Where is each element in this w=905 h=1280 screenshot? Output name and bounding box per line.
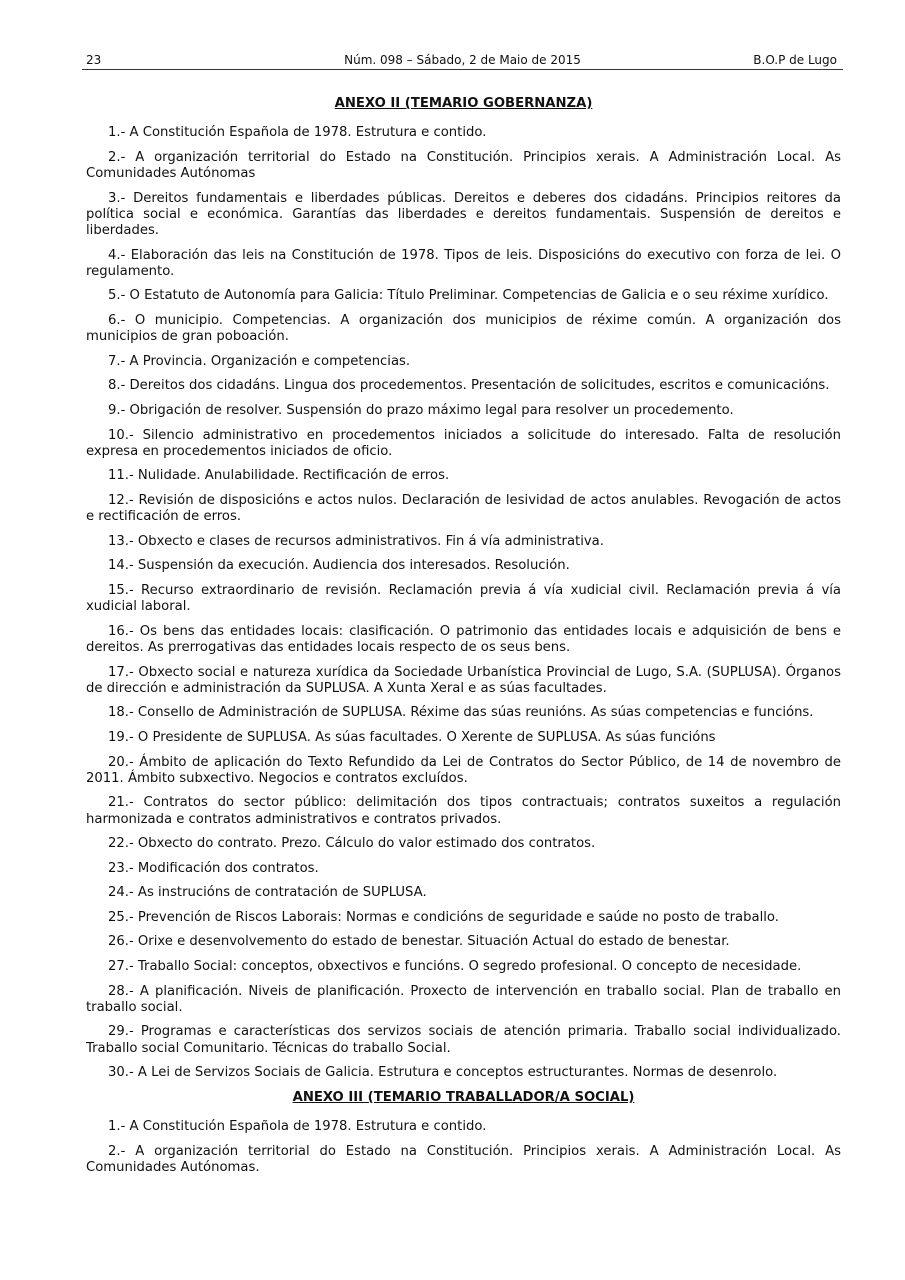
issue-date: Núm. 098 – Sábado, 2 de Maio de 2015 <box>344 53 581 67</box>
page-number: 23 <box>86 53 102 67</box>
annex-ii-item: 27.- Traballo Social: conceptos, obxectivos e funcións. O segredo profesional. O concepto de necesidade. <box>108 959 802 975</box>
annex-ii-item: 20.- Ámbito de aplicación do Texto Refundido da Lei de Contratos do Sector Público, de 14 de novembro de 2011. Ámbito subxectivo. Negocios e contratos excluídos. <box>86 754 841 786</box>
page-header <box>82 52 843 70</box>
annex-ii-item: 28.- A planificación. Niveis de planificación. Proxecto de intervención en traballo social. Plan de traballo en traballo social. <box>86 983 841 1015</box>
annex-ii-item: 2.- A organización territorial do Estado na Constitución. Principios xerais. A Administración Local. As Comunidades Autónomas <box>86 149 841 181</box>
annex-ii-item: 5.- O Estatuto de Autonomía para Galicia: Título Preliminar. Competencias de Galicia e o seu réxime xurídico. <box>108 288 829 304</box>
annex-ii-item: 22.- Obxecto do contrato. Prezo. Cálculo do valor estimado dos contratos. <box>108 836 596 852</box>
annex-ii-item: 21.- Contratos do sector público: delimitación dos tipos contractuais; contratos suxeitos a regulación harmonizada e contratos administrativos e contratos privados. <box>86 795 841 827</box>
annex-ii-item: 13.- Obxecto e clases de recursos administrativos. Fin á vía administrativa. <box>108 533 604 549</box>
annex-ii-item: 24.- As instrucións de contratación de SUPLUSA. <box>108 885 427 901</box>
annex-ii-item: 25.- Prevención de Riscos Laborais: Normas e condicións de seguridade e saúde no posto de traballo. <box>108 909 779 925</box>
annex-iii-item: 2.- A organización territorial do Estado na Constitución. Principios xerais. A Administración Local. As Comunidades Autónomas. <box>86 1143 841 1175</box>
publication-name: B.O.P de Lugo <box>753 53 837 67</box>
annex-ii-item: 4.- Elaboración das leis na Constitución de 1978. Tipos de leis. Disposicións do executivo con forza de lei. O regulamento. <box>86 247 841 279</box>
annex-ii-item: 12.- Revisión de disposicións e actos nulos. Declaración de lesividad de actos anulables. Revogación de actos e rectificación de erros. <box>86 492 841 525</box>
annex-ii-item: 1.- A Constitución Española de 1978. Estrutura e contido. <box>108 125 487 141</box>
annex-ii-item: 10.- Silencio administrativo en procedementos iniciados a solicitude do interesado. Falta de resolución expresa en procedementos iniciados de oficio. <box>86 427 841 459</box>
annex-ii-item: 17.- Obxecto social e natureza xurídica da Sociedade Urbanística Provincial de Lugo, S.A. (SUPLUSA). Órganos de dirección e administración da SUPLUSA. A Xunta Xeral e as súas facultades. <box>86 664 841 696</box>
annex-ii-item: 14.- Suspensión da execución. Audiencia dos interesados. Resolución. <box>108 558 570 574</box>
document-body <box>86 96 841 1184</box>
annex-ii-item: 11.- Nulidade. Anulabilidade. Rectificación de erros. <box>108 468 450 484</box>
annex-ii-title: ANEXO II (TEMARIO GOBERNANZA) <box>334 96 593 111</box>
annex-ii-item: 3.- Dereitos fundamentais e liberdades públicas. Dereitos e deberes dos cidadáns. Principios reitores da política social e económica. Garantías das liberdades e dereitos fundamentais. Suspensión de dereitos e liberdades. <box>86 190 841 238</box>
annex-iii-item: 1.- A Constitución Española de 1978. Estrutura e contido. <box>108 1119 487 1135</box>
annex-iii-title: ANEXO III (TEMARIO TRABALLADOR/A SOCIAL) <box>292 1089 635 1105</box>
annex-ii-item: 23.- Modificación dos contratos. <box>108 860 319 876</box>
annex-ii-item: 19.- O Presidente de SUPLUSA. As súas facultades. O Xerente de SUPLUSA. As súas funcións <box>108 729 716 745</box>
annex-ii-item: 16.- Os bens das entidades locais: clasificación. O patrimonio das entidades locais e adquisición de bens e dereitos. As prerrogativas das entidades locais respecto de os seus bens. <box>86 623 841 655</box>
annex-ii-item: 29.- Programas e características dos servizos sociais de atención primaria. Traballo social individualizado. Traballo social Comunitario. Técnicas do traballo Social. <box>86 1024 841 1056</box>
annex-ii-item: 26.- Orixe e desenvolvemento do estado de benestar. Situación Actual do estado de benestar. <box>108 934 730 950</box>
annex-ii-item: 9.- Obrigación de resolver. Suspensión do prazo máximo legal para resolver un procedemento. <box>108 402 734 418</box>
annex-ii-item: 30.- A Lei de Servizos Sociais de Galicia. Estrutura e conceptos estructurantes. Normas de desenrolo. <box>108 1065 778 1081</box>
annex-ii-item: 7.- A Provincia. Organización e competencias. <box>108 353 411 369</box>
annex-ii-item: 8.- Dereitos dos cidadáns. Lingua dos procedementos. Presentación de solicitudes, escritos e comunicacións. <box>108 378 830 394</box>
annex-ii-item: 15.- Recurso extraordinario de revisión. Reclamación previa á vía xudicial civil. Reclamación previa á vía xudicial laboral. <box>86 582 841 615</box>
annex-ii-item: 6.- O municipio. Competencias. A organización dos municipios de réxime común. A organización dos municipios de gran poboación. <box>86 312 841 345</box>
annex-ii-item: 18.- Consello de Administración de SUPLUSA. Réxime das súas reunións. As súas competencias e funcións. <box>108 705 814 721</box>
